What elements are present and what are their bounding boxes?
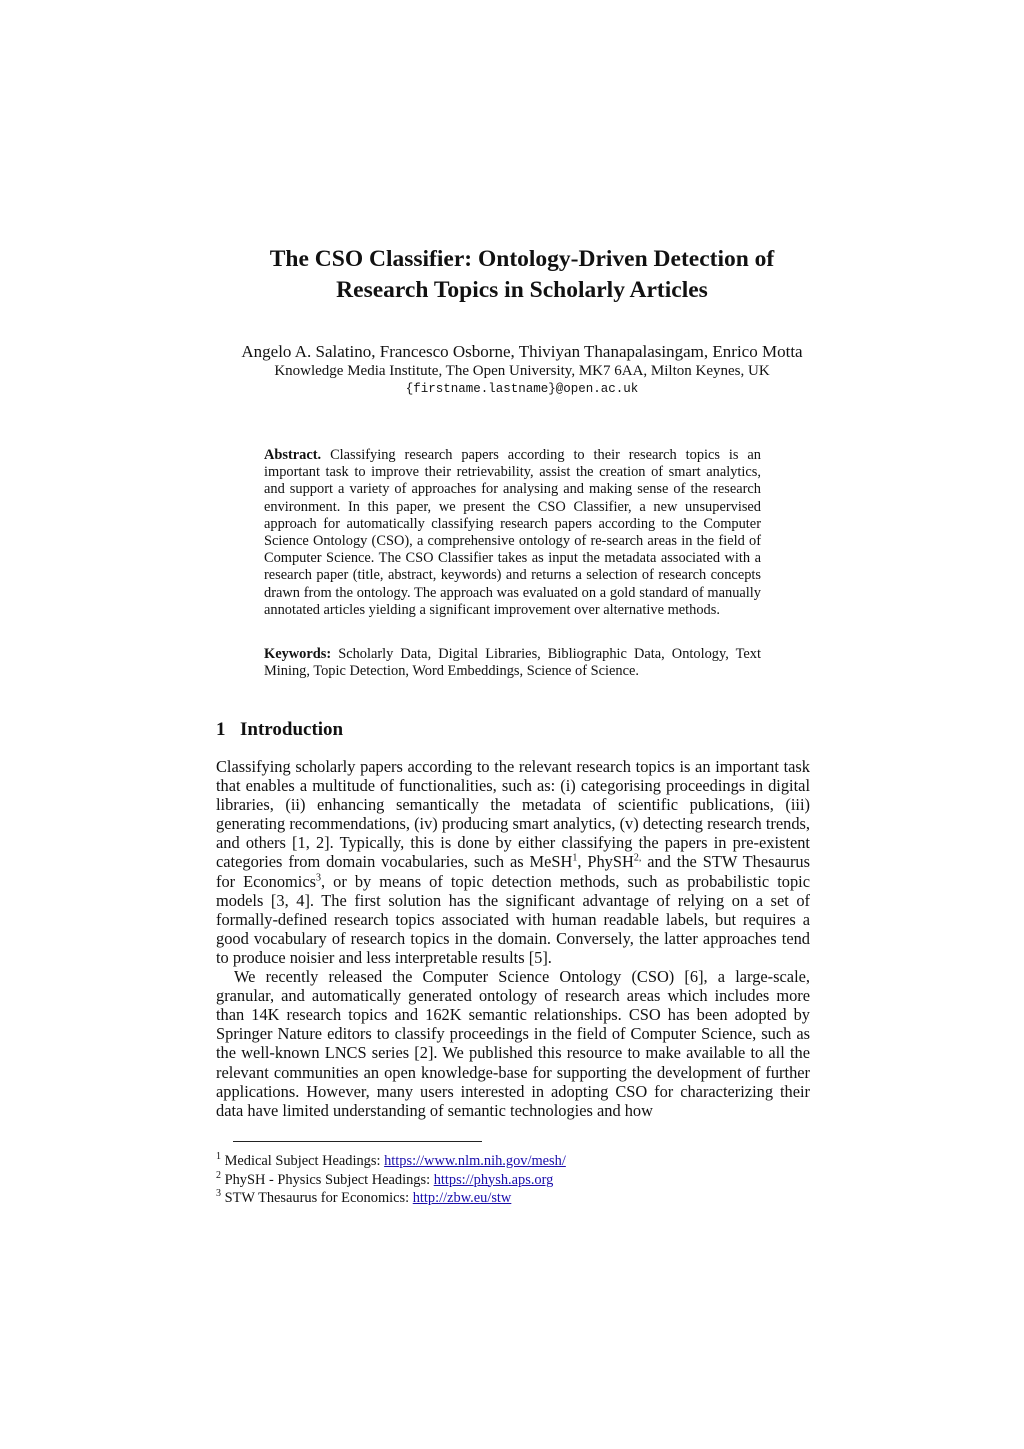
footnote-text: STW Thesaurus for Economics: [224,1190,413,1206]
introduction-body [216,757,810,1120]
section-heading-introduction [216,718,343,742]
paper-title-line-1: The CSO Classifier: Ontology-Driven Detection of [269,246,775,272]
author-email: {firstname.lastname}@open.ac.uk [405,382,639,396]
paper-title-line-2: Research Topics in Scholarly Articles [336,277,708,303]
intro-p1-part-d: , or by means of topic detection methods, such as probabilistic topic models [3, 4]. The first solution has the significant advantage of relying on a set of formally-defined research topics associated with human readable labels, but requires a good vocabulary of research topics in the domain. Conversely, the latter approaches tend to produce noisier and less interpretable results [5]. [216,871,810,967]
footnote-number: 1 [216,1151,221,1163]
paper-title [200,244,844,306]
footnote-number: 3 [216,1188,221,1200]
keywords-label: Keywords: [264,646,332,662]
footnote-link-mesh[interactable]: https://www.nlm.nih.gov/mesh/ [384,1153,566,1169]
footnote-text: Medical Subject Headings: [224,1153,385,1169]
footnote-1 [216,1152,810,1171]
keywords [264,646,761,680]
footnote-3 [216,1189,810,1208]
footnote-ref-2[interactable]: 2, [633,853,642,864]
intro-p1-part-b: , PhySH [577,852,634,872]
footnote-text: PhySH - Physics Subject Headings: [224,1171,434,1188]
intro-p1-part-c: and the STW Thesaurus for Economics [216,852,811,891]
intro-paragraph-2: We recently released the Computer Science Ontology (CSO) [6], a large-scale, granular, and automatically generated ontology of research areas which includes more than 14K research topics and 162K semantic relationships. CSO has been adopted by Springer Nature editors to classify proceedings in the field of Computer Science, such as the well-known LNCS series [2]. We published this resource to make available to all the relevant communities an open knowledge-base for supporting the development of further applications. However, many users interested in adopting CSO for characterizing their data have limited understanding of semantic technologies and how [216,967,810,1120]
footnote-divider [233,1141,482,1142]
abstract-text: Classifying research papers according to their research topics is an important task to improve their retrievability, assist the creation of smart analytics, and support a variety of approaches for analysing and making sense of the research environment. In this paper, we present the CSO Classifier, a new unsupervised approach for automatically classifying research papers according to the Computer Science Ontology (CSO), a comprehensive ontology of re-search areas in the field of Computer Science. The CSO Classifier takes as input the metadata associated with a research paper (title, abstract, keywords) and returns a selection of research concepts drawn from the ontology. The approach was evaluated on a gold standard of manually annotated articles yielding a significant improvement over alternative methods. [264,447,761,618]
footnote-link-physh[interactable]: https://physh.aps.org [433,1171,554,1188]
footnotes [216,1152,810,1208]
abstract [264,447,761,619]
abstract-label: Abstract. [264,447,322,463]
intro-paragraph-1 [216,757,810,967]
footnote-ref-1[interactable]: 1 [572,853,578,864]
keywords-text: Scholarly Data, Digital Libraries, Bibliographic Data, Ontology, Text Mining, Topic Detection, Word Embeddings, Science of Science. [264,646,761,680]
footnote-2 [216,1171,810,1190]
author-list: Angelo A. Salatino, Francesco Osborne, Thiviyan Thanapalasingam, Enrico Motta [241,342,803,361]
footnote-link-stw[interactable]: http://zbw.eu/stw [412,1190,512,1206]
section-title: Introduction [240,719,344,740]
footnote-ref-3[interactable]: 3 [315,872,321,884]
affiliation: Knowledge Media Institute, The Open University, MK7 6AA, Milton Keynes, UK [274,363,770,379]
footnote-number: 2 [216,1169,221,1181]
intro-p1-part-a: Classifying scholarly papers according to the relevant research topics is an important task that enables a multitude of functionalities, such as: (i) categorising proceedings in digital libraries, (ii) enhancing semantically the metadata of scientific publications, (iii) generating recommendations, (iv) producing smart analytics, (v) detecting research trends, and others [1, 2]. Typically, this is done by either classifying the papers in pre-existent categories from domain vocabularies, such as MeSH [216,757,810,872]
section-number: 1 [216,719,226,740]
